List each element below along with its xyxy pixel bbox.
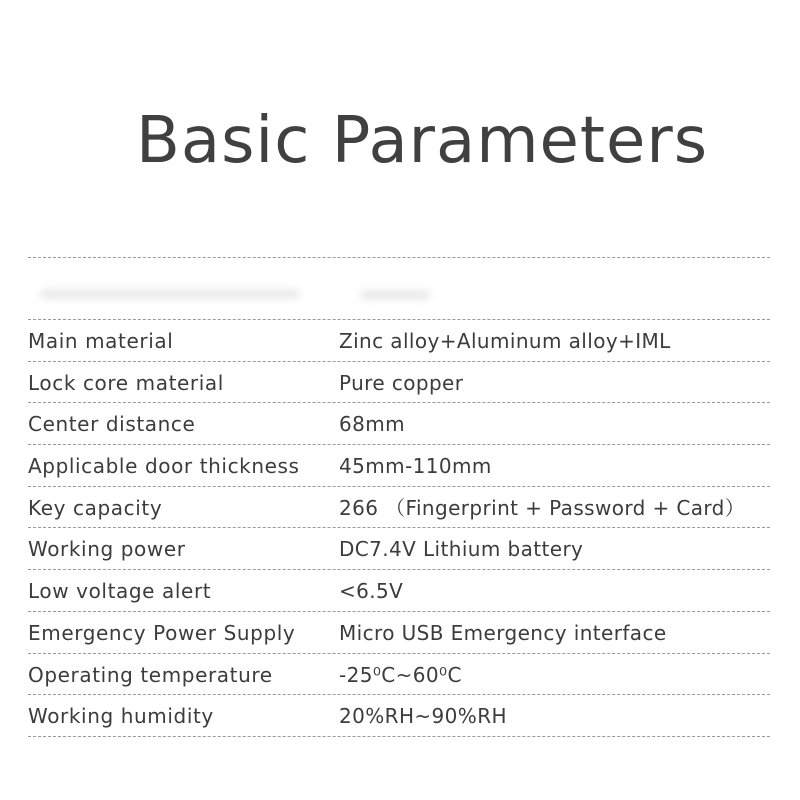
spec-value: 45mm-110mm [339,454,492,479]
spec-label: Key capacity [28,495,163,520]
table-row [28,403,770,445]
spec-label: Emergency Power Supply [28,620,296,645]
spec-label: Main material [28,329,174,353]
spec-value: Pure copper [339,370,464,395]
table-row [28,654,770,696]
table-row [28,528,770,570]
spec-value: 68mm [339,412,406,437]
spec-value: 20%RH~90%RH [339,704,507,729]
table-row [28,487,770,529]
table-row [28,445,770,487]
spec-value: -25⁰C~60⁰C [339,662,462,687]
spec-value: <6.5V [339,579,404,604]
spec-label: Operating temperature [28,662,273,687]
spec-label: Low voltage alert [28,579,212,604]
table-row [28,570,770,612]
table-row [28,612,770,654]
table-row [28,695,770,737]
spec-value: 266 （Fingerprint + Password + Card） [339,495,746,520]
table-row [28,362,770,404]
page-title: Basic Parameters [135,103,709,178]
spec-label: Working power [28,537,186,562]
spec-label: Applicable door thickness [28,454,300,479]
spec-table [28,320,770,737]
spec-label: Lock core material [28,370,224,395]
spec-label: Center distance [28,412,196,437]
blurred-header-row [40,284,440,306]
spec-label: Working humidity [28,704,214,729]
spec-value: DC7.4V Lithium battery [339,537,584,562]
table-row [28,320,770,362]
top-divider [28,257,770,258]
spec-value: Zinc alloy+Aluminum alloy+IML [339,329,671,353]
spec-value: Micro USB Emergency interface [339,620,667,645]
